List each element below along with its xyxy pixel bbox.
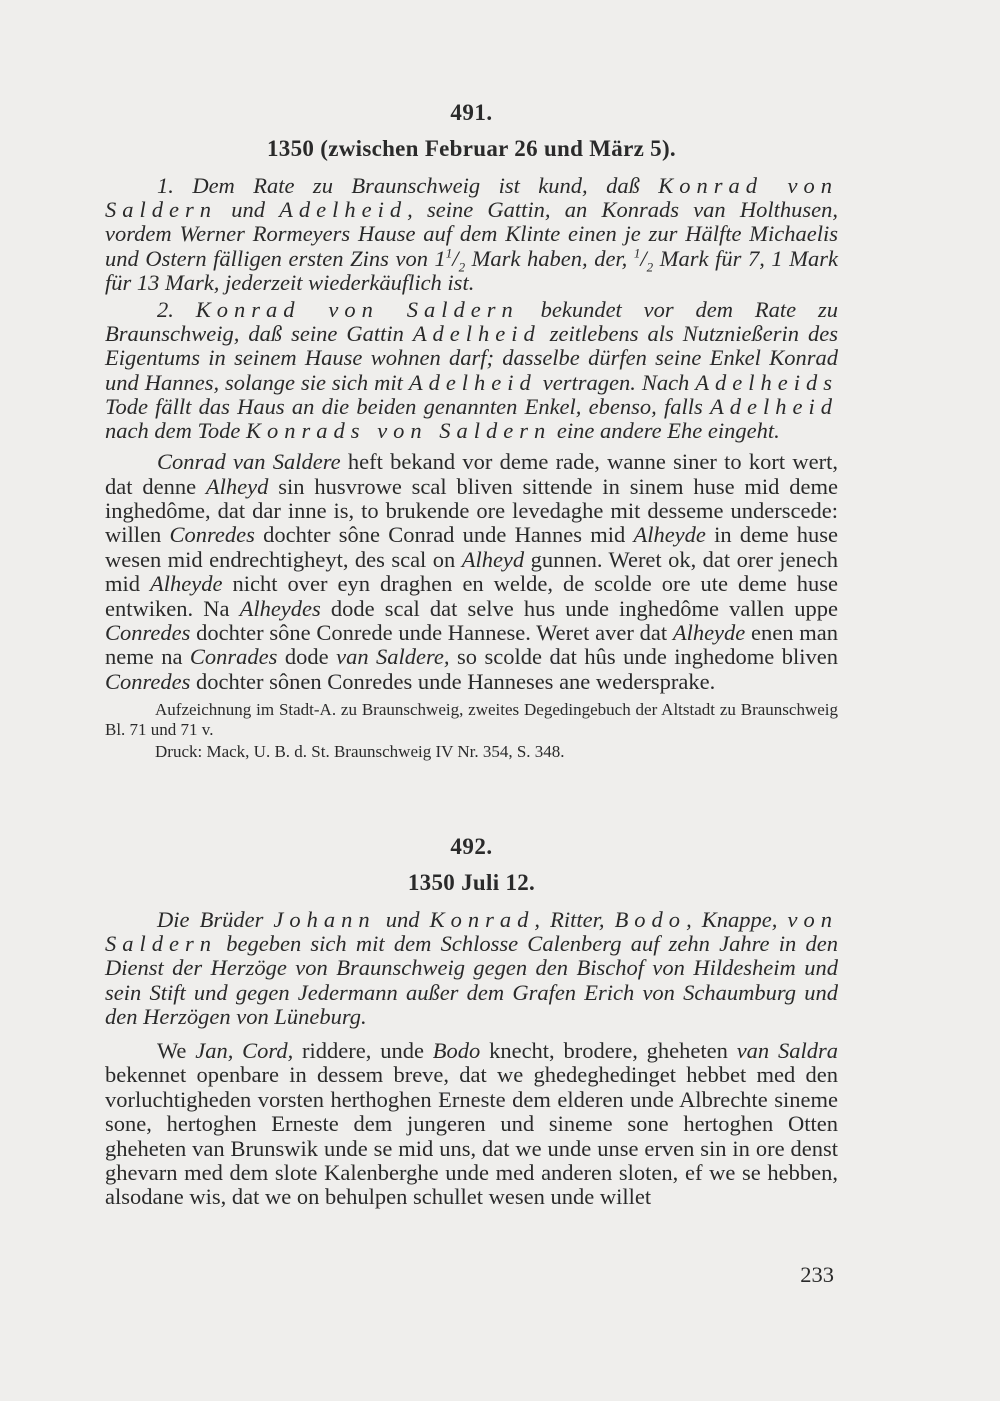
entry-date: 1350 Juli 12. (407, 870, 536, 895)
entry-492 (105, 834, 838, 1210)
name-spaced: Konrad (429, 907, 535, 932)
name-spaced: Adelheid (408, 369, 537, 395)
entry-summary (105, 908, 838, 1029)
name-spaced: Adelheid (710, 393, 838, 419)
summary-paragraph-1: 1. Dem Rate zu Braunschweig ist kund, daß Konrad von Saldern und Adelheid, seine Gattin, an Konrads van Holthusen, vordem Werner Rormeyers Hause auf dem Klinte einen je zur Hälfte Michaelis und Ostern fälligen ersten Zins von $1^1/_2$ Mark haben, der, $^1/_2$ Mark für 7, 1 Mark für 13 Mark, jederzeit wiederkäuflich ist. (105, 173, 839, 295)
name-spaced: Adelheid (279, 197, 408, 223)
name-spaced: Adelheid (412, 321, 541, 347)
entry-number: 491. (450, 100, 493, 125)
entry-text: We Jan, Cord, riddere, unde Bodo knecht, brodere, gheheten van Saldra bekennet openbare in dessem breve, dat we ghedeghedinget hebbet med den vorluchtigheden vorsten herthoghen Erneste dem elderen unde Albrechte sineme sone, hertoghen Erneste dem jungeren und sineme sone hertoghen Otten gheheten van Brunswik unde se mid uns, dat we unde unse erven sin in ore denst ghevarn med dem slote Kalenberghe unde med anderen sloten, ef we se hebben, alsodane wis, dat we on behulpen schullet wesen unde willet (105, 1038, 838, 1210)
source-note: Aufzeichnung im Stadt-A. zu Braunschweig, zweites Degedingebuch der Altstadt zu Braunschweig Bl. 71 und 71 v. (105, 700, 838, 740)
name-spaced: Konrads von Saldern (246, 418, 552, 444)
name-spaced: von Saldern (105, 907, 838, 957)
entry-number: 492. (450, 834, 493, 859)
print-note: Druck: Mack, U. B. d. St. Braunschweig IV Nr. 354, S. 348. (155, 742, 565, 762)
summary-paragraph: Die Brüder Johann und Konrad, Ritter, Bodo, Knappe, von Saldern begeben sich mit dem Schlosse Calenberg auf zehn Jahre in den Dienst der Herzöge von Braunschweig gegen den Bischof von Hildesheim und sein Stift und gegen Jedermann außer dem Grafen Erich von Schaumburg und den Herzögen von Lüneburg. (105, 907, 838, 1029)
entry-date: 1350 (zwischen Februar 26 und März 5). (267, 136, 676, 161)
entry-summary (105, 174, 838, 443)
entry-text: Conrad van Saldere heft bekand vor deme rade, wanne siner to kort wert, dat denne Alheyd sin husvrowe scal bliven sittende in sinem huse mid deme inghedôme, dat dar inne is, to brukende ore levedaghe mit desseme underscede: willen Conredes dochter sône Conrad unde Hannes mid Alheyde in deme huse wesen mid endrechtigheyt, des scal on Alheyd gunnen. Weret ok, dat orer jenech mid Alheyde nicht over eyn draghen en welde, de scolde ore ute deme huse entwiken. Na Alheydes dode scal dat selve hus unde inghedôme vallen uppe Conredes dochter sône Conrede unde Hannese. Weret aver dat Alheyde enen man neme na Conrades dode van Saldere, so scolde dat hûs unde inghedome bliven Conredes dochter sônen Conredes unde Hanneses ane wedersprake. (105, 449, 838, 694)
page-number: 233 (800, 1262, 834, 1287)
entry-491 (105, 100, 838, 762)
name-spaced: Johann (273, 907, 376, 932)
name-spaced: Konrad von Saldern (195, 297, 519, 323)
name-spaced: Adelheids (695, 369, 838, 395)
summary-paragraph-2: 2. Konrad von Saldern bekundet vor dem Rate zu Braunschweig, daß seine Gattin Adelheid zeitlebens als Nutznießerin des Eigentums in seinem Hause wohnen darf; dasselbe dürfen seine Enkel Konrad und Hannes, solange sie sich mit Adelheid vertragen. Nach Adelheids Tode fällt das Haus an die beiden genannten Enkel, ebenso, falls Adelheid nach dem Tode Konrads von Saldern eine andere Ehe eingeht. (105, 297, 838, 444)
name-spaced: Bodo (614, 907, 687, 932)
name-spaced: Konrad von Saldern (105, 173, 838, 223)
